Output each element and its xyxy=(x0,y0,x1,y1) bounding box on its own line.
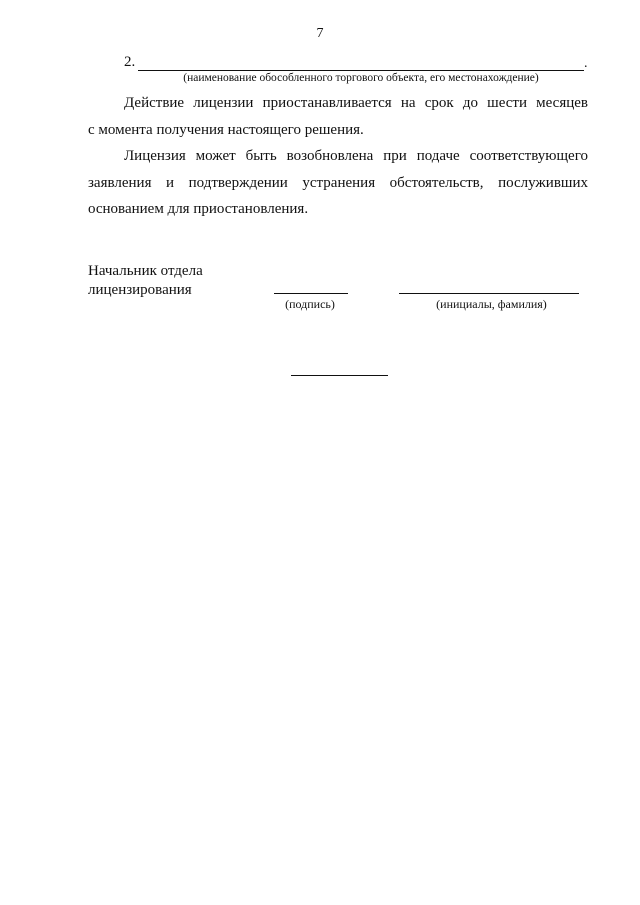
item-number: 2. xyxy=(124,54,136,70)
item-end-mark: . xyxy=(584,56,588,71)
suspension-term-paragraph xyxy=(88,90,588,143)
paragraph-line: Действие лицензии приостанавливается на срок до шести месяцев xyxy=(124,95,588,111)
object-name-blank-line xyxy=(138,70,584,71)
name-blank-line xyxy=(399,293,579,294)
paragraph-text: заявления и подтверждении устранения обстоятельств, послуживших основанием для приостановления. xyxy=(88,174,588,217)
signatory-title-line: лицензирования xyxy=(88,282,192,298)
signature-caption: (подпись) xyxy=(285,297,335,311)
signatory-title-line: Начальник отдела xyxy=(88,263,203,279)
object-name-caption: (наименование обособленного торгового объекта, его местонахождение) xyxy=(183,72,539,84)
closing-rule xyxy=(291,375,388,376)
renewal-paragraph xyxy=(88,143,588,223)
signatory-title xyxy=(88,262,203,300)
signature-blank-line xyxy=(274,293,348,294)
page-number: 7 xyxy=(316,26,324,41)
name-caption: (инициалы, фамилия) xyxy=(436,297,547,311)
paragraph-line: Лицензия может быть возобновлена при подаче соответствующего xyxy=(124,148,588,164)
paragraph-text: с момента получения настоящего решения. xyxy=(88,121,364,138)
